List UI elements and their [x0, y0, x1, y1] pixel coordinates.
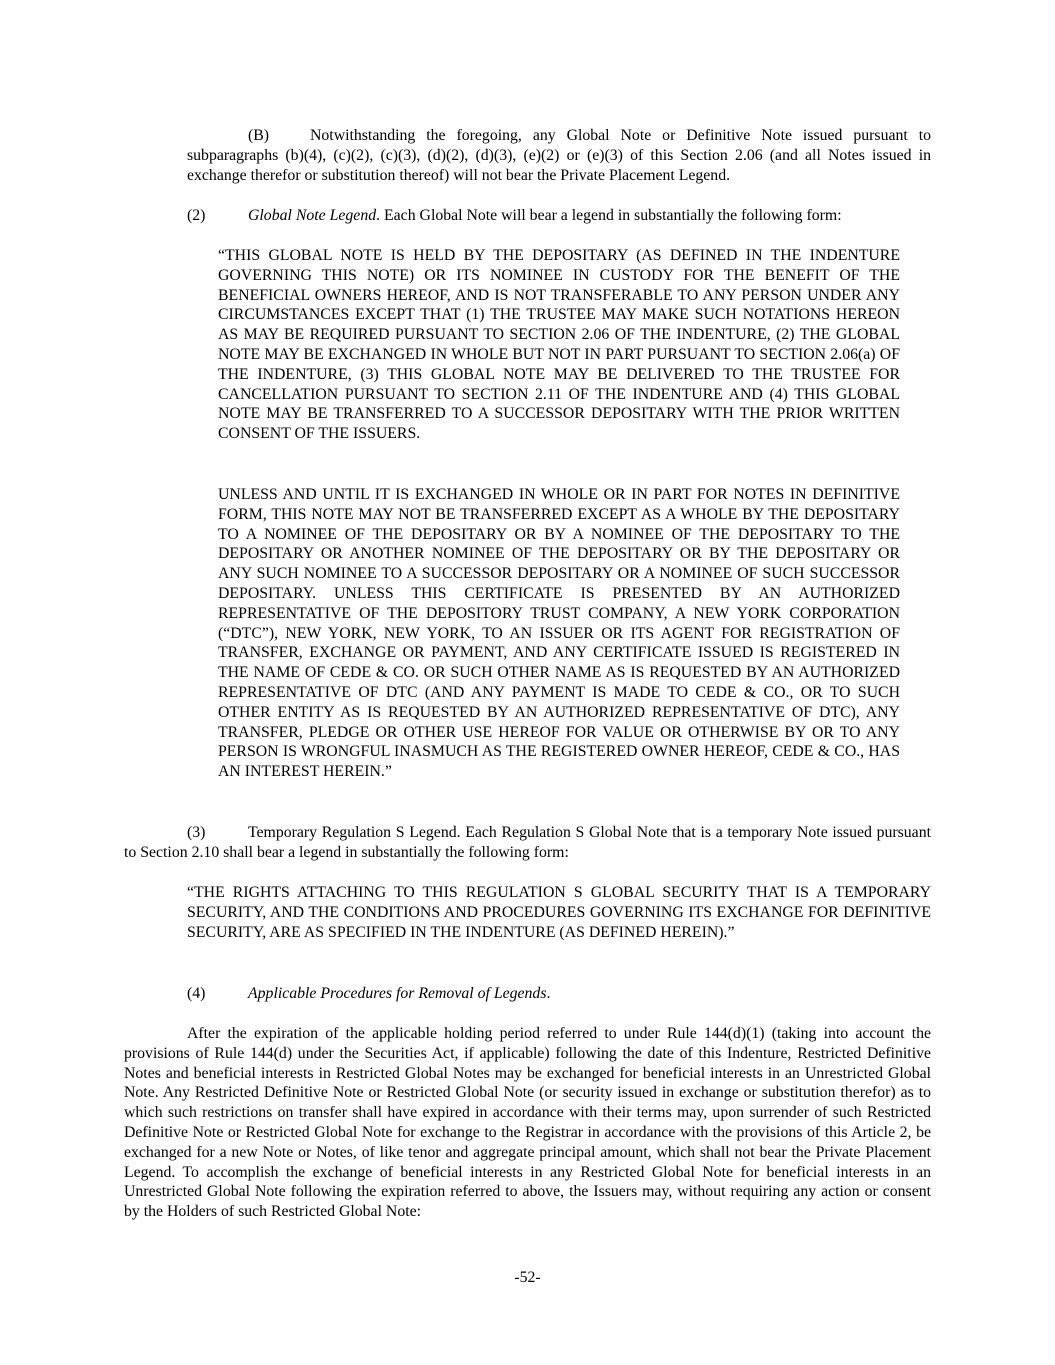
- paragraph-4-title: Applicable Procedures for Removal of Legends: [248, 985, 547, 1002]
- paragraph-final: [124, 1024, 931, 1222]
- paragraph-b: [187, 126, 931, 185]
- paragraph-3-text: Temporary Regulation S Legend. Each Regulation S Global Note that is a temporary Note issued pursuant to Section 2.10 shall bear a legend in substantially the following form:: [124, 824, 931, 861]
- regulation-s-legend: “THE RIGHTS ATTACHING TO THIS REGULATION S GLOBAL SECURITY THAT IS A TEMPORARY SECURITY, AND THE CONDITIONS AND PROCEDURES GOVERNING ITS EXCHANGE FOR DEFINITIVE SECURITY, ARE AS SPECIFIED IN THE INDENTURE (AS DEFINED HEREIN).”: [187, 884, 931, 941]
- paragraph-4: [187, 984, 931, 1004]
- paragraph-b-text: Notwithstanding the foregoing, any Global Note or Definitive Note issued pursuant to subparagraphs (b)(4), (c)(2), (c)(3), (d)(2), (d)(3), (e)(2) or (e)(3) of this Section 2.06 (and all Notes issued in exchange therefor or substitution thereof) will not bear the Private Placement Legend.: [187, 127, 931, 184]
- paragraph-2-label: (2): [187, 207, 206, 224]
- paragraph-final-text: After the expiration of the applicable holding period referred to under Rule 144(d)(1) (taking into account the provisions of Rule 144(d) under the Securities Act, if applicable) following the date of this Indenture, Restricted Definitive Notes and beneficial interests in Restricted Global Notes may be exchanged for beneficial interests in an Unrestricted Global Note. Any Restricted Definitive Note or Restricted Global Note (or security issued in exchange or substitution therefor) as to which such restrictions on transfer shall have expired in accordance with their terms may, upon surrender of such Restricted Definitive Note or Restricted Global Note for exchange to the Registrar in accordance with the provisions of this Article 2, be exchanged for a new Note or Notes, of like tenor and aggregate principal amount, which shall not bear the Private Placement Legend. To accomplish the exchange of beneficial interests in any Restricted Global Note for beneficial interests in an Unrestricted Global Note following the expiration referred to above, the Issuers may, without requiring any action or consent by the Holders of such Restricted Global Note:: [124, 1025, 931, 1221]
- global-note-legend-2: UNLESS AND UNTIL IT IS EXCHANGED IN WHOLE OR IN PART FOR NOTES IN DEFINITIVE FORM, THIS NOTE MAY NOT BE TRANSFERRED EXCEPT AS A WHOLE BY THE DEPOSITARY TO A NOMINEE OF THE DEPOSITARY OR BY A NOMINEE OF THE DEPOSITARY TO THE DEPOSITARY OR ANOTHER NOMINEE OF THE DEPOSITARY OR BY THE DEPOSITARY OR ANY SUCH NOMINEE TO A SUCCESSOR DEPOSITARY OR A NOMINEE OF SUCH SUCCESSOR DEPOSITARY. UNLESS THIS CERTIFICATE IS PRESENTED BY AN AUTHORIZED REPRESENTATIVE OF THE DEPOSITORY TRUST COMPANY, A NEW YORK CORPORATION (“DTC”), NEW YORK, NEW YORK, TO AN ISSUER OR ITS AGENT FOR REGISTRATION OF TRANSFER, EXCHANGE OR PAYMENT, AND ANY CERTIFICATE ISSUED IS REGISTERED IN THE NAME OF CEDE & CO. OR SUCH OTHER NAME AS IS REQUESTED BY AN AUTHORIZED REPRESENTATIVE OF DTC (AND ANY PAYMENT IS MADE TO CEDE & CO., OR TO SUCH OTHER ENTITY AS IS REQUESTED BY AN AUTHORIZED REPRESENTATIVE OF DTC), ANY TRANSFER, PLEDGE OR OTHER USE HEREOF FOR VALUE OR OTHERWISE BY OR TO ANY PERSON IS WRONGFUL INASMUCH AS THE REGISTERED OWNER HEREOF, CEDE & CO., HAS AN INTEREST HEREIN.”: [218, 486, 900, 781]
- paragraph-4-suffix: .: [546, 985, 551, 1002]
- paragraph-4-label: (4): [187, 985, 206, 1002]
- paragraph-2-title: Global Note Legend: [248, 207, 377, 224]
- global-note-legend-1: “THIS GLOBAL NOTE IS HELD BY THE DEPOSITARY (AS DEFINED IN THE INDENTURE GOVERNING THIS NOTE) OR ITS NOMINEE IN CUSTODY FOR THE BENEFIT OF THE BENEFICIAL OWNERS HEREOF, AND IS NOT TRANSFERABLE TO ANY PERSON UNDER ANY CIRCUMSTANCES EXCEPT THAT (1) THE TRUSTEE MAY MAKE SUCH NOTATIONS HEREON AS MAY BE REQUIRED PURSUANT TO SECTION 2.06 OF THE INDENTURE, (2) THE GLOBAL NOTE MAY BE EXCHANGED IN WHOLE BUT NOT IN PART PURSUANT TO SECTION 2.06(a) OF THE INDENTURE, (3) THIS GLOBAL NOTE MAY BE DELIVERED TO THE TRUSTEE FOR CANCELLATION PURSUANT TO SECTION 2.11 OF THE INDENTURE AND (4) THIS GLOBAL NOTE MAY BE TRANSFERRED TO A SUCCESSOR DEPOSITARY WITH THE PRIOR WRITTEN CONSENT OF THE ISSUERS.: [218, 247, 900, 443]
- paragraph-3-label: (3): [187, 824, 206, 841]
- paragraph-b-label: (B): [248, 127, 270, 144]
- page-number: -52-: [514, 1269, 541, 1286]
- paragraph-3: [124, 823, 931, 863]
- paragraph-2: [187, 206, 931, 226]
- paragraph-2-text: . Each Global Note will bear a legend in substantially the following form:: [376, 207, 842, 224]
